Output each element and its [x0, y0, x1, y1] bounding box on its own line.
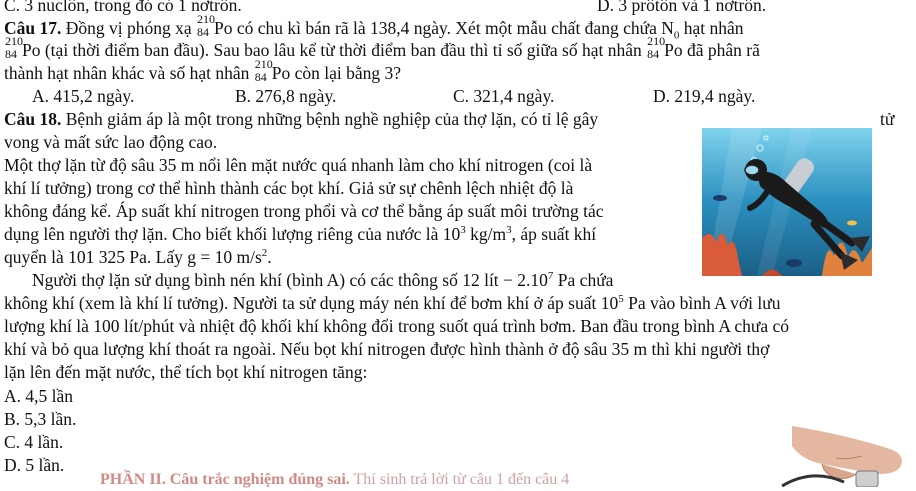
scuba-diver-image	[702, 128, 872, 276]
q17-label: Câu 17.	[4, 18, 62, 38]
po-symbol: Po	[214, 18, 233, 38]
n0-subscript: 0	[673, 29, 680, 42]
q17-option-b[interactable]: B. 276,8 ngày.	[235, 86, 337, 106]
q17-line-3	[4, 57, 402, 84]
po-isotope: 210 84	[254, 57, 273, 84]
q18-line-4: khí lí tưởng) trong cơ thể hình thành các bọt khí. Giả sử sự chênh lệch nhiệt độ là	[4, 178, 574, 198]
q17-line-2	[4, 34, 760, 61]
q18-line-9: không khí (xem là khí lí tưởng). Người ta sử dụng máy nén khí để bơm khí ở áp suất $10^5$ Pa vào bình A với lưu	[4, 293, 781, 313]
q18-option-a[interactable]: A. 4,5 lần	[4, 386, 74, 406]
q17-line-1	[4, 12, 744, 42]
q18-line-1	[4, 108, 598, 130]
q17-text: Đồng vị phóng xạ	[61, 18, 197, 38]
q17-text: đã phân rã	[682, 40, 760, 60]
q17-option-d[interactable]: D. 219,4 ngày.	[653, 86, 756, 106]
q18-line-2: vong và mất sức lao động cao.	[4, 132, 218, 152]
q18-line-11: khí và bỏ qua lượng khí thoát ra ngoài. Nếu bọt khí nitrogen được hình thành ở độ sâu 35 m thì khi người thợ	[4, 339, 770, 359]
q18-option-d[interactable]: D. 5 lần.	[4, 455, 65, 475]
po-symbol: Po	[664, 40, 683, 60]
q18-text: Bệnh giảm áp là một trong những bệnh nghề nghiệp của thợ lặn, có tỉ lệ gây	[61, 109, 599, 129]
q17-text: thành hạt nhân khác và số hạt nhân	[4, 63, 254, 83]
q17-text: (tại thời điểm ban đầu). Sau bao lâu kể từ thời điểm ban đầu thì tỉ số giữa số hạt nhân	[40, 40, 647, 60]
q18-line-8: Người thợ lặn sử dụng bình nén khí (bình A) có các thông số 12 lít − $2.10^7$ Pa chứa	[32, 270, 614, 290]
q18-line-10: lượng khí là 100 lít/phút và nhiệt độ khối khí không đổi trong suốt quá trình bơm. Ban đầu trong bình A chưa có	[4, 316, 790, 336]
previous-option-d: D. 3 prôtôn và 1 nơtrôn.	[597, 0, 767, 15]
q18-line-6: dụng lên người thợ lặn. Cho biết khối lượng riêng của nước là $10^3$ $kg/m^3$, áp suất khí	[4, 224, 597, 244]
q18-line-3: Một thợ lặn từ độ sâu 35 m nổi lên mặt nước quá nhanh làm cho khí nitrogen (coi là	[4, 155, 593, 175]
q18-line-5: không đáng kể. Áp suất khí nitrogen trong phổi và cơ thể bằng áp suất môi trường tác	[4, 201, 604, 221]
q18-line-7: quyển là 101 325 Pa. Lấy g = 10 $m/s^2$.	[4, 247, 272, 267]
q17-text: có chu kì bán rã là 138,4 ngày. Xét một mẫu chất đang chứa N	[232, 18, 674, 38]
q17-option-c[interactable]: C. 321,4 ngày.	[453, 86, 555, 106]
po-isotope: 210 84	[647, 34, 666, 61]
po-symbol: Po	[22, 40, 41, 60]
hand-holding-object-image	[752, 416, 916, 487]
q17-option-a[interactable]: A. 415,2 ngày.	[32, 86, 135, 106]
previous-option-c: C. 3 nuclôn, trong đó có 1 nơtrôn.	[4, 0, 242, 15]
q17-text: hạt nhân	[679, 18, 744, 38]
po-isotope: 210 84	[5, 34, 23, 61]
q18-option-b[interactable]: B. 5,3 lần.	[4, 409, 77, 429]
po-isotope: 210 84	[197, 12, 216, 39]
po-symbol: Po	[271, 63, 291, 83]
section-heading: PHẦN II. Câu trắc nghiệm đúng sai. Thí sinh trả lời từ câu 1 đến câu 4	[100, 471, 570, 488]
q18-line-12: lặn lên đến mặt nước, thể tích bọt khí nitrogen tăng:	[4, 362, 368, 382]
q18-option-c[interactable]: C. 4 lần.	[4, 432, 64, 452]
q17-text: còn lại bằng 3?	[290, 63, 402, 83]
q18-label: Câu 18.	[4, 109, 62, 129]
q18-line-1-tail: tử	[880, 109, 895, 129]
